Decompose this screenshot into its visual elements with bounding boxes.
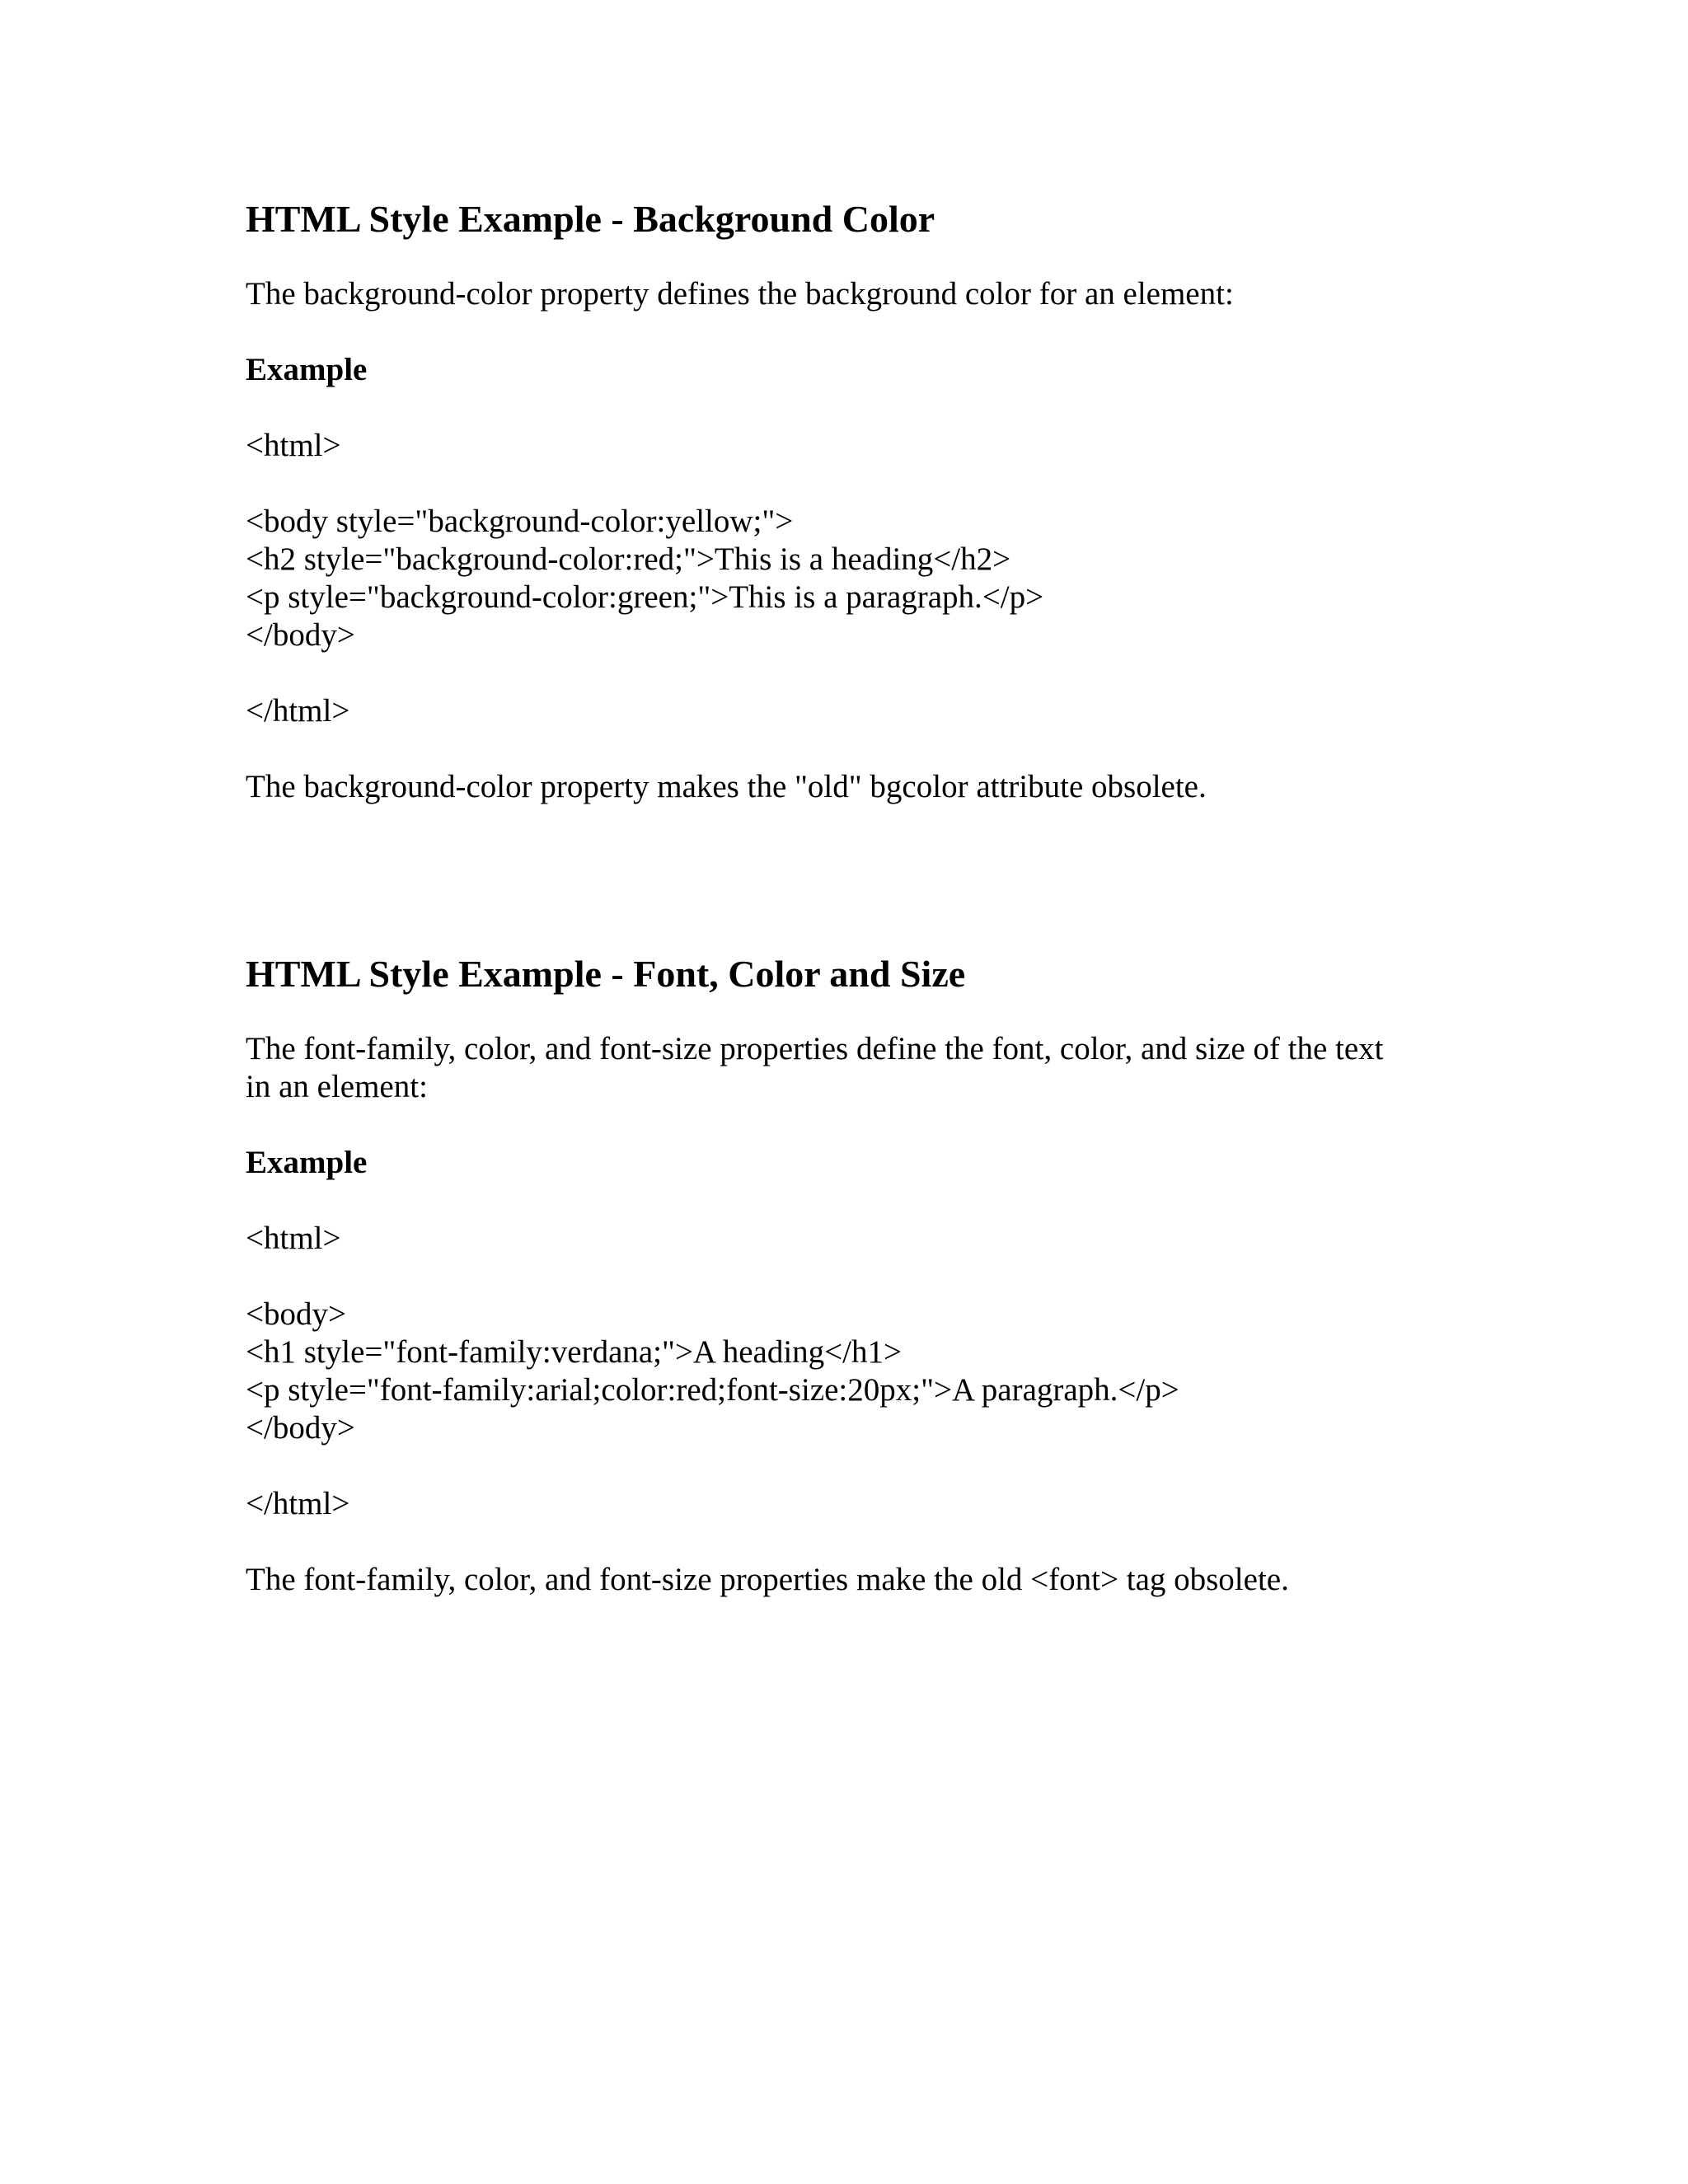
code-line: <p style="font-family:arial;color:red;font-size:20px;">A paragraph.</p> xyxy=(246,1372,1179,1408)
intro-line: in an element: xyxy=(246,1069,428,1104)
code-blank-line xyxy=(246,1258,1449,1296)
example-label: Example xyxy=(246,352,368,387)
document-content xyxy=(246,196,1449,1599)
code-blank-line xyxy=(246,465,1449,503)
code-line: <h1 style="font-family:verdana;">A heading</h1> xyxy=(246,1334,902,1370)
code-line: </html> xyxy=(246,693,350,729)
section-title: HTML Style Example - Font, Color and Size xyxy=(246,953,966,995)
code-line: </body> xyxy=(246,1410,355,1446)
code-example xyxy=(246,1220,1449,1523)
section-font-color-size xyxy=(246,951,1449,1599)
code-line: <body style="background-color:yellow;"> xyxy=(246,504,794,539)
code-blank-line xyxy=(246,1447,1449,1485)
code-blank-line xyxy=(246,654,1449,692)
section-intro xyxy=(246,1030,1449,1106)
section-outro: The background-color property makes the "old" bgcolor attribute obsolete. xyxy=(246,769,1207,804)
code-line: <html> xyxy=(246,1221,341,1256)
section-intro: The background-color property defines the background color for an element: xyxy=(246,276,1234,312)
section-title: HTML Style Example - Background Color xyxy=(246,198,935,240)
section-outro: The font-family, color, and font-size properties make the old <font> tag obsolete. xyxy=(246,1562,1289,1597)
code-line: <body> xyxy=(246,1296,346,1332)
intro-line: The font-family, color, and font-size properties define the font, color, and size of the text xyxy=(246,1031,1384,1066)
code-line: <p style="background-color:green;">This is a paragraph.</p> xyxy=(246,579,1044,615)
code-line: <html> xyxy=(246,428,341,463)
code-line: <h2 style="background-color:red;">This is a heading</h2> xyxy=(246,541,1011,577)
code-line: </body> xyxy=(246,617,355,653)
code-line: </html> xyxy=(246,1486,350,1521)
code-example xyxy=(246,427,1449,730)
example-label: Example xyxy=(246,1145,368,1180)
section-background-color xyxy=(246,196,1449,806)
